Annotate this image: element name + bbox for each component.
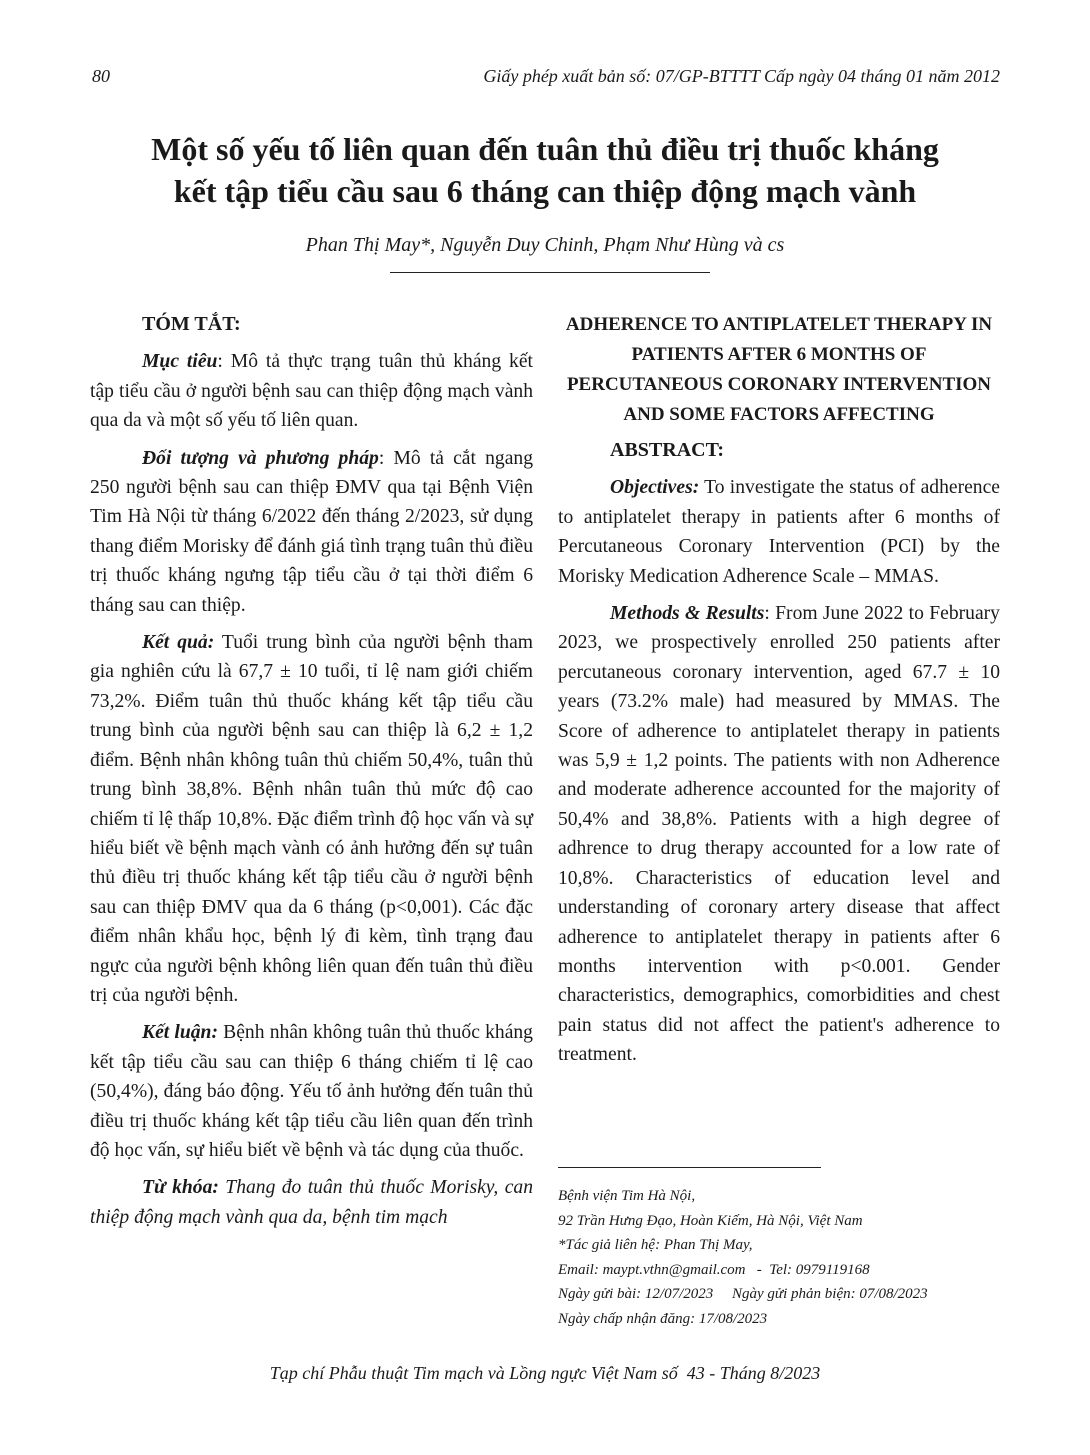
journal-footer: Tạp chí Phẫu thuật Tim mạch và Lồng ngực Việt Nam số 43 - Tháng 8/2023 [269, 1363, 821, 1383]
vi-results [90, 628, 533, 1010]
affiliation-divider [558, 1167, 821, 1168]
affiliation-line-2: 92 Trần Hưng Đạo, Hoàn Kiếm, Hà Nội, Việt Nam [558, 1212, 863, 1229]
affiliation-block [558, 1184, 1000, 1332]
vi-methods [90, 444, 533, 620]
en-heading: ABSTRACT: [610, 439, 725, 461]
en-objectives-text: To investigate the status of adherence to antiplatelet therapy in patients after 6 months of Percutaneous Coronary Intervention (PCI) by the Morisky Medication Adherence Scale – MMAS. [558, 477, 1000, 587]
license-note: Giấy phép xuất bản số: 07/GP-BTTTT Cấp ngày 04 tháng 01 năm 2012 [483, 66, 1000, 86]
vi-keywords-text: Thang đo tuân thủ thuốc Morisky, can thiệp động mạch vành qua da, bệnh tim mạch [90, 1177, 533, 1228]
vi-objective-text: : Mô tả thực trạng tuân thủ kháng kết tập tiểu cầu ở người bệnh sau can thiệp động mạch vành qua da và một số yếu tố liên quan. [90, 351, 533, 432]
author-divider [390, 272, 710, 273]
vietnamese-abstract [90, 310, 533, 1240]
english-abstract [558, 310, 1000, 1078]
title-line-1: Một số yếu tố liên quan đến tuân thủ điều trị thuốc kháng [151, 131, 939, 167]
en-objectives [558, 473, 1000, 591]
en-methods-label: Methods & Results [610, 603, 765, 625]
vi-objective-label: Mục tiêu [142, 351, 218, 373]
vi-results-text: Tuổi trung bình của người bệnh tham gia nghiên cứu là 67,7 ± 10 tuổi, tỉ lệ nam giới chiếm 73,2%. Điểm tuân thủ thuốc kháng kết tập tiểu cầu trung bình của người bệnh sau can thiệp là 6,2 ± 1,2 điểm. Bệnh nhân không tuân thủ chiếm 50,4%, tuân thủ trung bình 38,8%. Bệnh nhân tuân thủ mức độ cao chiếm tỉ lệ thấp 10,8%. Đặc điểm trình độ học vấn và sự hiểu biết về bệnh mạch vành có ảnh hưởng đến sự tuân thủ điều trị thuốc kháng kết tập tiểu cầu ở người bệnh sau can thiệp ĐMV qua da 6 tháng (p<0,001). Các đặc điểm nhân khẩu học, bệnh lý đi kèm, tình trạng đau ngực của người bệnh không liên quan đến tuân thủ điều trị của người bệnh. [90, 632, 534, 1006]
vi-results-label: Kết quả: [142, 632, 215, 654]
page-number: 80 [92, 66, 110, 86]
article-title [0, 128, 1090, 212]
vi-methods-text: : Mô tả cắt ngang 250 người bệnh sau can thiệp ĐMV qua tại Bệnh Viện Tim Hà Nội từ tháng 6/2022 đến tháng 2/2023, sử dụng thang điểm Morisky để đánh giá tình trạng tuân thủ điều trị thuốc kháng ngưng tập tiểu cầu ở tại thời điểm 6 tháng sau can thiệp. [90, 447, 533, 616]
vi-keywords [90, 1173, 533, 1232]
vi-objective [90, 347, 533, 435]
vi-conclusion [90, 1018, 533, 1165]
en-methods [558, 599, 1000, 1070]
en-objectives-label: Objectives: [610, 477, 700, 499]
vi-conclusion-text: Bệnh nhân không tuân thủ thuốc kháng kết tập tiểu cầu sau can thiệp 6 tháng chiếm tỉ lệ cao (50,4%), đáng báo động. Yếu tố ảnh hưởng đến tuân thủ điều trị thuốc kháng kết tập tiểu cầu liên quan đến trình độ học vấn, sự hiểu biết về bệnh và tác dụng của thuốc. [90, 1022, 533, 1161]
en-methods-text: : From June 2022 to February 2023, we prospectively enrolled 250 patients after percutaneous coronary intervention, aged 67.7 ± 10 years (73.2% male) had measured by MMAS. The Score of adherence to antiplatelet therapy in patients was 5,9 ± 1,2 points. The patients with non Adherence and moderate adherence accounted for the majority of 50,4% and 38,8%. Patients with a high degree of adhrence to drug therapy accounted for a low rate of 10,8%. Characteristics of education level and understanding of coronary artery disease that affect adherence to antiplatelet therapy in patients after 6 months intervention with p<0.001. Gender characteristics, demographics, comorbidities and chest pain status did not affect the patient's adherence to treatment. [558, 603, 1000, 1066]
affiliation-line-3: *Tác giả liên hệ: Phan Thị May, [558, 1237, 753, 1254]
affiliation-line-1: Bệnh viện Tim Hà Nội, [558, 1188, 696, 1204]
english-title: ADHERENCE TO ANTIPLATELET THERAPY IN PATIENTS AFTER 6 MONTHS OF PERCUTANEOUS CORONARY INTERVENTION AND SOME FACTORS AFFECTING [565, 314, 993, 425]
affiliation-dates: Ngày gửi bài: 12/07/2023 Ngày gửi phản biện: 07/08/2023 [558, 1286, 928, 1303]
title-line-2: kết tập tiểu cầu sau 6 tháng can thiệp động mạch vành [173, 173, 917, 209]
vi-keywords-label: Từ khóa: [142, 1177, 219, 1199]
affiliation-email: Email: maypt.vthn@gmail.com - Tel: 0979119168 [558, 1261, 870, 1278]
affiliation-accepted: Ngày chấp nhận đăng: 17/08/2023 [558, 1310, 768, 1327]
vi-methods-label: Đối tượng và phương pháp [142, 447, 379, 469]
authors: Phan Thị May*, Nguyễn Duy Chinh, Phạm Như Hùng và cs [305, 234, 785, 256]
vi-conclusion-label: Kết luận: [142, 1022, 218, 1044]
vi-heading: TÓM TẮT: [142, 313, 241, 335]
